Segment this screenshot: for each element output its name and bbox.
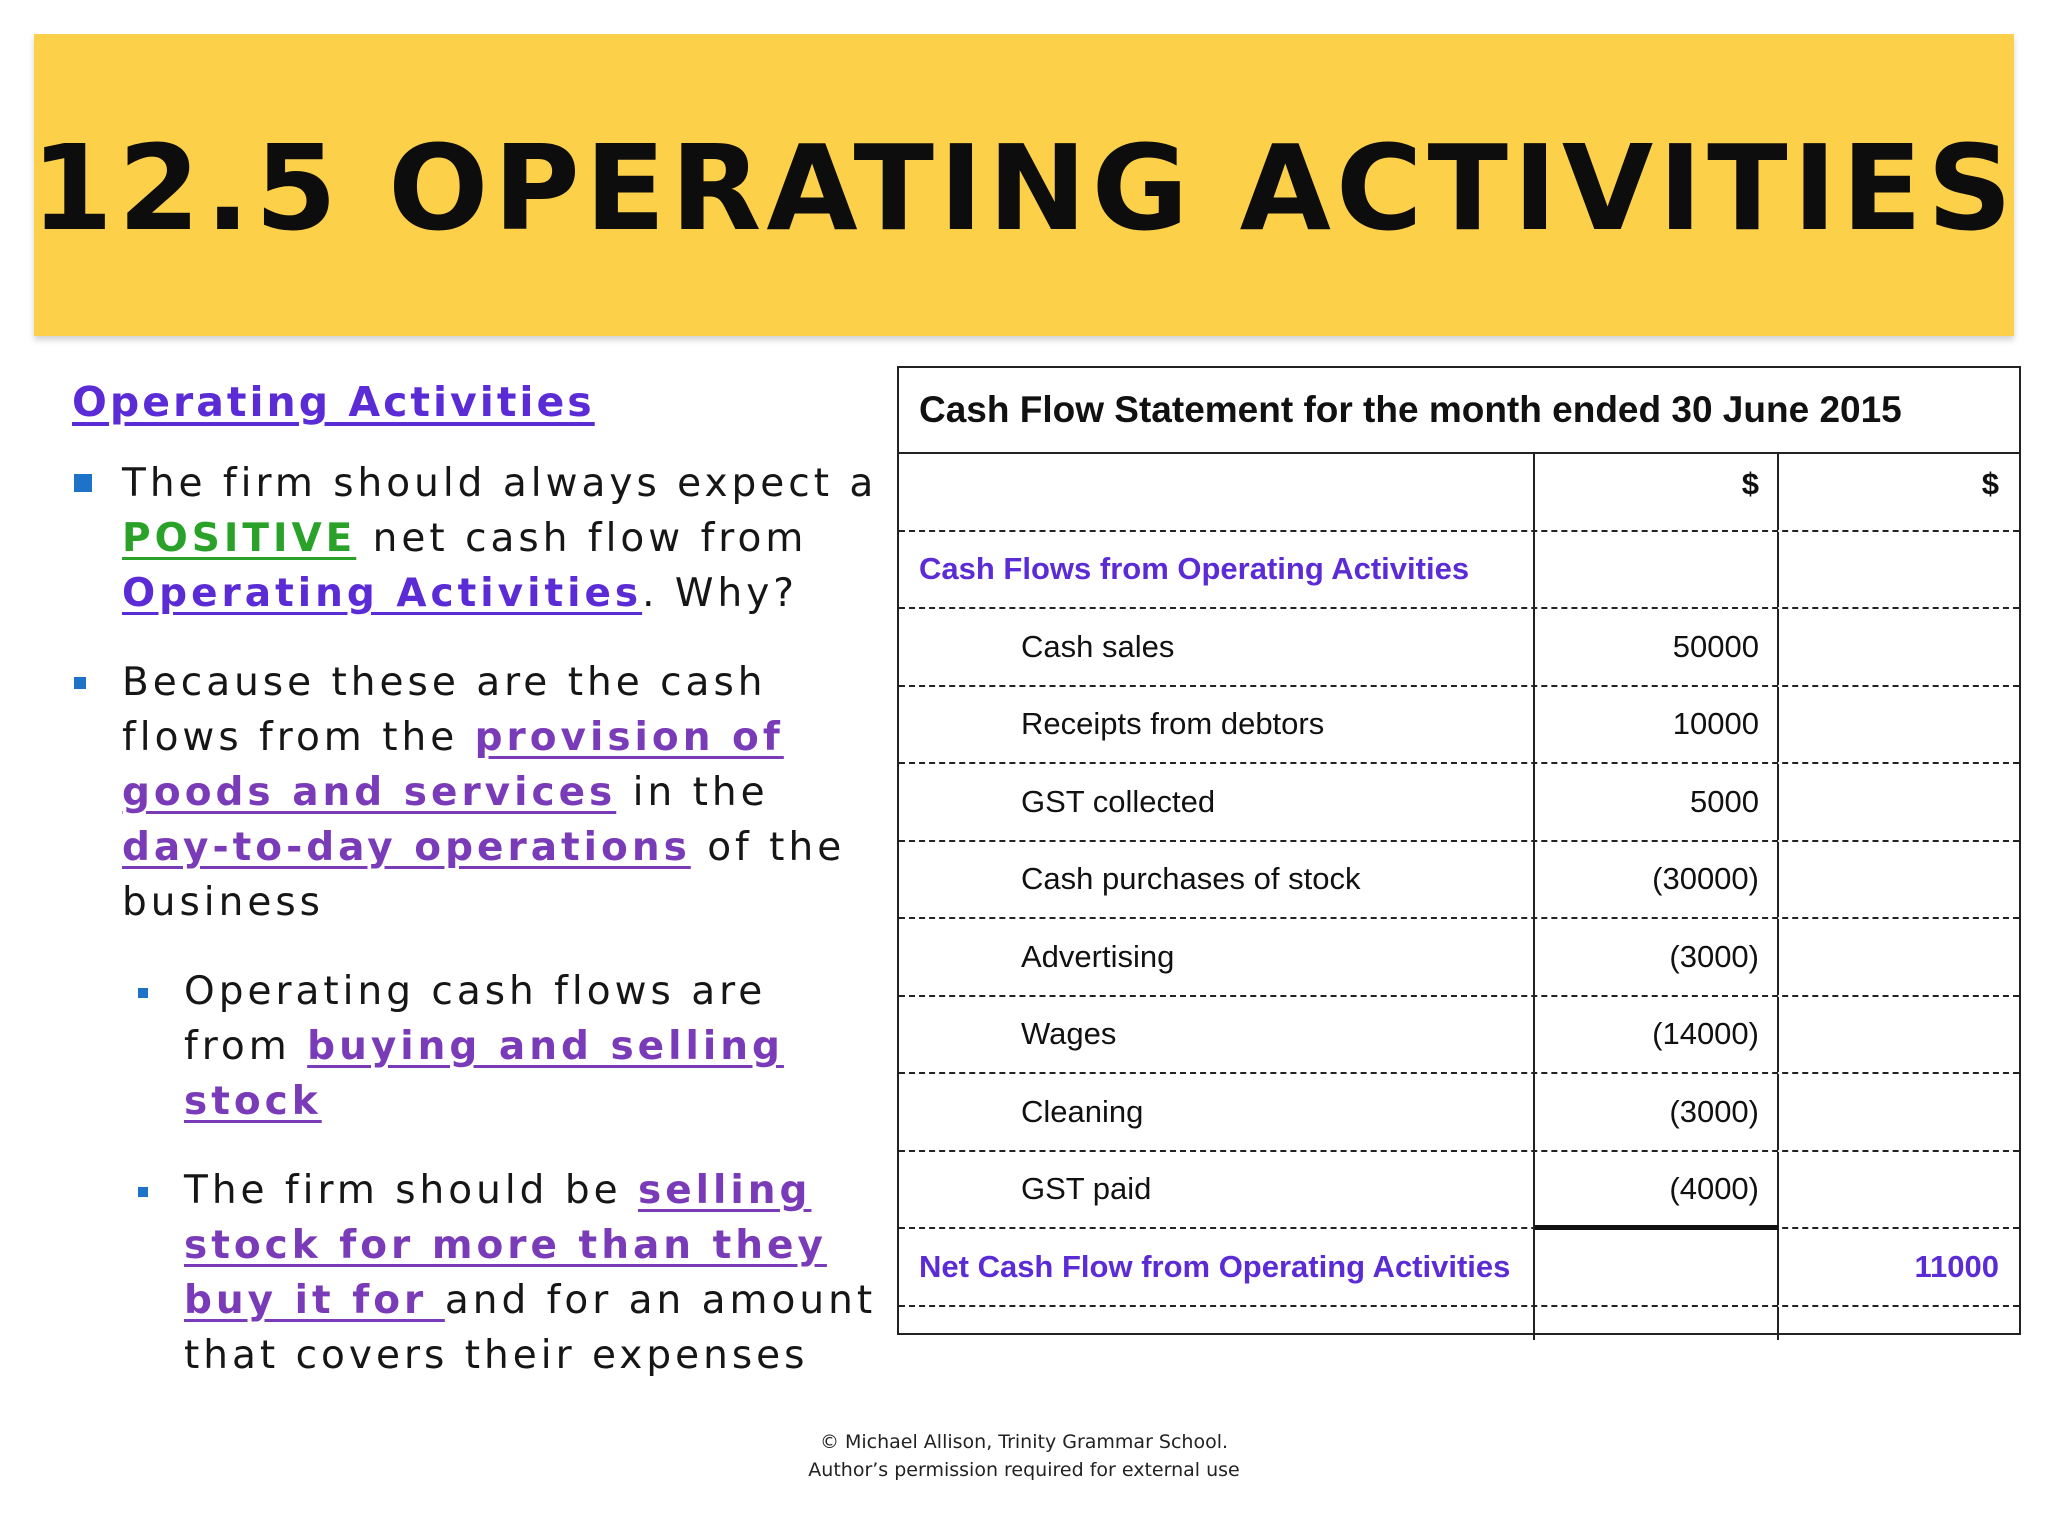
operating-activities-link[interactable]: Operating Activities (122, 571, 643, 616)
bullet-text: in the (616, 770, 769, 815)
currency-header-row (899, 454, 2019, 532)
square-bullet-icon (74, 474, 92, 492)
item-total-cell (1779, 997, 2019, 1073)
item-amount: 50000 (1535, 609, 1779, 685)
section-heading-row (899, 532, 2019, 610)
table-row (899, 1152, 2019, 1230)
item-amount: 5000 (1535, 764, 1779, 840)
cash-flow-statement-table (897, 366, 2021, 1335)
title-banner (30, 34, 2018, 336)
square-bullet-icon (74, 677, 86, 689)
day-to-day-operations-link[interactable]: day-to-day operations (122, 825, 691, 870)
item-amount: (4000) (1535, 1152, 1779, 1228)
item-amount: (3000) (1535, 919, 1779, 995)
item-label: GST collected (899, 764, 1535, 840)
net-amount-cell (1535, 1225, 1779, 1305)
item-total-cell (1779, 919, 2019, 995)
table-row (899, 997, 2019, 1075)
left-content (72, 372, 878, 1383)
blank-total-cell (1779, 1307, 2019, 1340)
item-total-cell (1779, 764, 2019, 840)
item-label: Wages (899, 997, 1535, 1073)
table-row (899, 919, 2019, 997)
slide-title: 12.5 OPERATING ACTIVITIES (30, 119, 2018, 257)
table-row (899, 687, 2019, 765)
table-row (899, 1074, 2019, 1152)
item-label: Cleaning (899, 1074, 1535, 1150)
empty-total-cell (1779, 532, 2019, 608)
bullet-text: The firm should always expect a (122, 461, 878, 506)
item-amount: (30000) (1535, 842, 1779, 918)
net-cash-flow-row (899, 1229, 2019, 1307)
sub-bullet-selling-stock (184, 1163, 904, 1383)
item-total-cell (1779, 1152, 2019, 1228)
positive-link[interactable]: POSITIVE (122, 516, 357, 561)
statement-title: Cash Flow Statement for the month ended 30 June 2015 (899, 368, 2019, 454)
item-amount: (14000) (1535, 997, 1779, 1073)
bullet-text: Operating cash flows are from (184, 969, 767, 1069)
footer-line-2: Author’s permission required for external use (808, 1459, 1240, 1481)
currency-header-amount: $ (1535, 454, 1779, 530)
item-amount: (3000) (1535, 1074, 1779, 1150)
footer-line-1: © Michael Allison, Trinity Grammar School. (819, 1431, 1229, 1453)
currency-header-total: $ (1981, 466, 1999, 501)
net-cash-flow-value: 11000 (1914, 1248, 1999, 1284)
item-amount: 10000 (1535, 687, 1779, 763)
item-label: Receipts from debtors (899, 687, 1535, 763)
item-label: GST paid (899, 1152, 1535, 1228)
item-label: Cash sales (899, 609, 1535, 685)
empty-amount-cell (1535, 532, 1779, 608)
item-label: Cash purchases of stock (899, 842, 1535, 918)
table-row (899, 764, 2019, 842)
sub-bullet-buying-selling (184, 964, 884, 1129)
table-row (899, 609, 2019, 687)
buying-and-selling-stock-link[interactable]: buying and selling stock (184, 1024, 784, 1124)
bullet-text: and for an amount that covers their expenses (184, 1278, 877, 1378)
square-bullet-icon (138, 1187, 148, 1197)
item-total-cell (1779, 687, 2019, 763)
bullet-text: net cash flow from (356, 516, 808, 561)
bullet-text: The firm should be (184, 1168, 638, 1213)
section-heading-link[interactable]: Operating Activities (72, 378, 595, 426)
blank-label-cell (899, 1307, 1535, 1340)
item-total-cell (1779, 609, 2019, 685)
item-total-cell (1779, 842, 2019, 918)
header-label-cell (899, 454, 1535, 530)
bullet-because (122, 655, 882, 930)
bullet-positive-cash-flow (122, 456, 882, 621)
blank-amount-cell (1535, 1307, 1779, 1340)
bullet-text: Because these are the cash flows from the (122, 660, 767, 760)
table-row (899, 842, 2019, 920)
item-label: Advertising (899, 919, 1535, 995)
item-total-cell (1779, 1074, 2019, 1150)
blank-row (899, 1307, 2019, 1340)
selling-stock-link[interactable]: selling stock for more than they buy it for (184, 1168, 827, 1323)
bullet-text: . Why? (642, 571, 798, 616)
provision-of-goods-link[interactable]: provision of goods and services (122, 715, 784, 815)
square-bullet-icon (138, 988, 148, 998)
section-heading-label: Cash Flows from Operating Activities (899, 532, 1535, 608)
net-cash-flow-label: Net Cash Flow from Operating Activities (899, 1229, 1535, 1305)
copyright-footer (724, 1428, 1324, 1484)
bullet-text: of the business (122, 825, 846, 925)
